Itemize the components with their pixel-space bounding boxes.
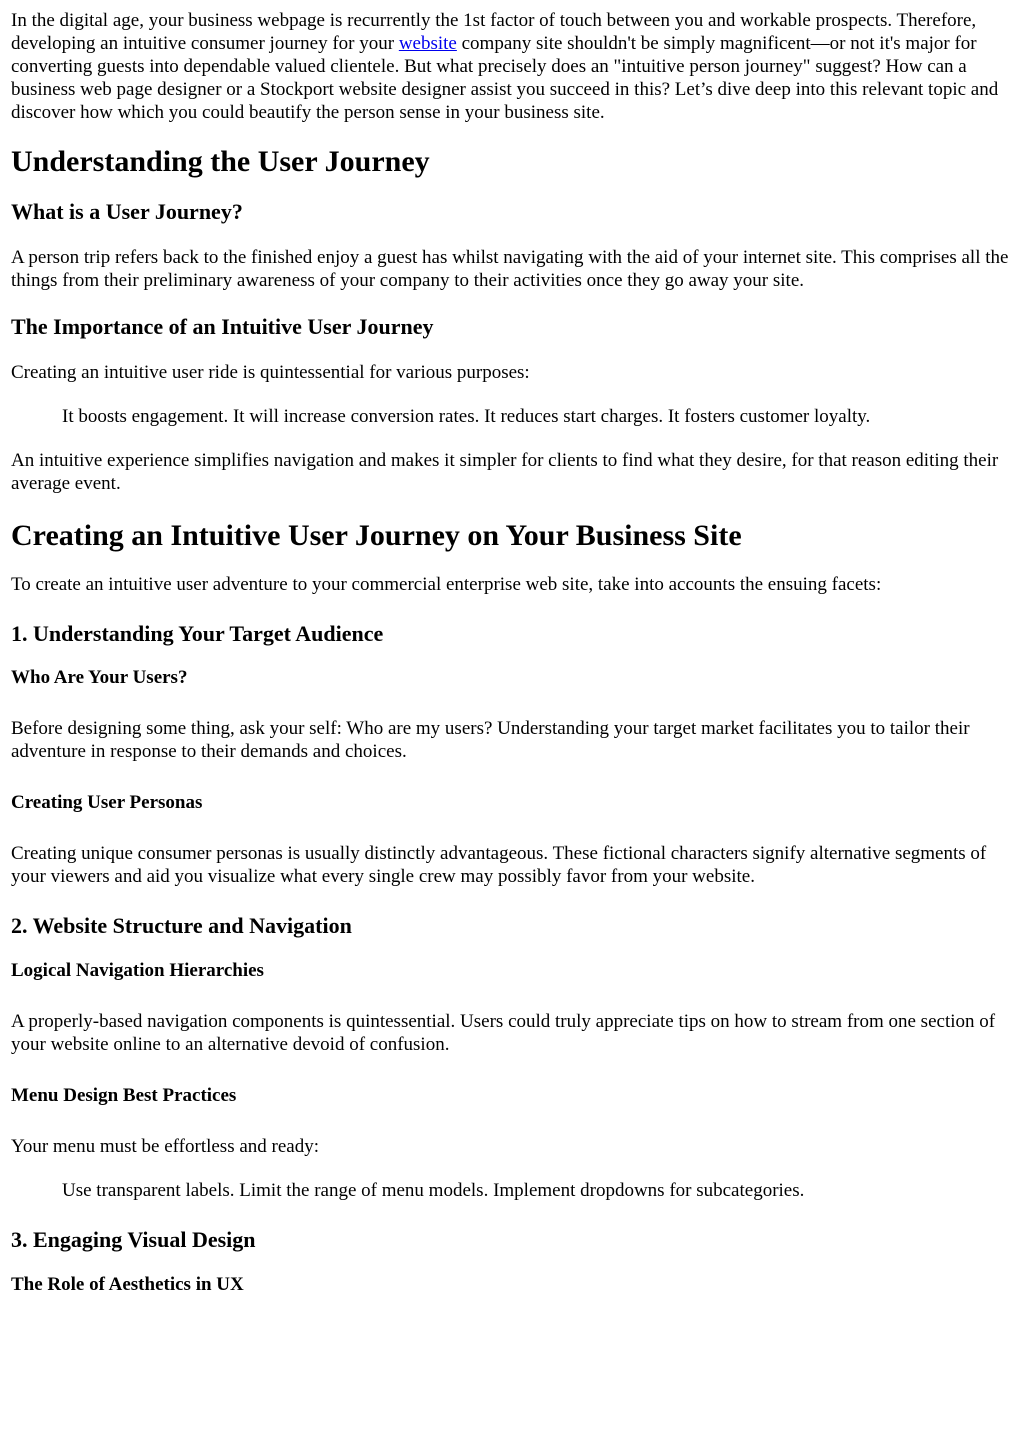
paragraph-logical-navigation-hierarchies: A properly-based navigation components is quintessential. Users could truly appreciate tips on how to stream from one section of your website online to an alternative devoid of confusion. [11,1011,996,1055]
heading-engaging-visual-design: 3. Engaging Visual Design [11,1227,256,1252]
heading-creating-intuitive-journey: Creating an Intuitive User Journey on Your Business Site [11,519,742,552]
heading-target-audience: 1. Understanding Your Target Audience [11,621,384,646]
paragraph-menu-lead: Your menu must be effortless and ready: [11,1136,319,1157]
heading-what-is-user-journey: What is a User Journey? [11,199,243,224]
article [11,9,1013,1296]
website-link[interactable]: website [398,33,457,54]
paragraph-importance-closing: An intuitive experience simplifies navigation and makes it simpler for clients to find what they desire, for that reason editing their average event. [11,450,999,494]
menu-best-practices-list: Use transparent labels. Limit the range of menu models. Implement dropdowns for subcategories. [62,1180,805,1201]
heading-menu-design-best-practices: Menu Design Best Practices [11,1085,237,1106]
heading-understanding-user-journey: Understanding the User Journey [11,145,430,178]
paragraph-who-are-your-users: Before designing some thing, ask your self: Who are my users? Understanding your target market facilitates you to tailor their adventure in response to their demands and choices. [11,718,970,762]
importance-list: It boosts engagement. It will increase conversion rates. It reduces start charges. It fosters customer loyalty. [62,406,871,427]
heading-who-are-your-users: Who Are Your Users? [11,667,188,688]
intro-paragraph [11,9,1013,124]
paragraph-what-is-user-journey: A person trip refers back to the finished enjoy a guest has whilst navigating with the aid of your internet site. This comprises all the things from their preliminary awareness of your company to their activities once they go away your site. [11,247,1009,291]
heading-website-structure-navigation: 2. Website Structure and Navigation [11,913,352,938]
paragraph-creating-user-personas: Creating unique consumer personas is usually distinctly advantageous. These fictional characters signify alternative segments of your viewers and aid you visualize what every single crew may possibly favor from your website. [11,843,987,887]
paragraph-importance-lead: Creating an intuitive user ride is quintessential for various purposes: [11,362,530,383]
heading-creating-user-personas: Creating User Personas [11,792,203,813]
paragraph-creating-lead: To create an intuitive user adventure to your commercial enterprise web site, take into accounts the ensuing facets: [11,574,882,595]
heading-role-of-aesthetics: The Role of Aesthetics in UX [11,1274,244,1295]
heading-importance-intuitive-journey: The Importance of an Intuitive User Journey [11,314,434,339]
heading-logical-navigation-hierarchies: Logical Navigation Hierarchies [11,960,264,981]
intro-text-after-link: company site shouldn't be simply magnificent—or not it's major for converting guests into dependable valued clientele. But what precisely does an "intuitive person journey" suggest? How can a business web page designer or a Stockport website designer assist you succeed in this? Let’s dive deep into this relevant topic and discover how which you could beautify the person sense in your business site. [11,33,999,123]
intro-text-before-link: In the digital age, your business webpage is recurrently the 1st factor of touch between you and workable prospects. Therefore, developing an intuitive consumer journey for your [11,10,977,54]
